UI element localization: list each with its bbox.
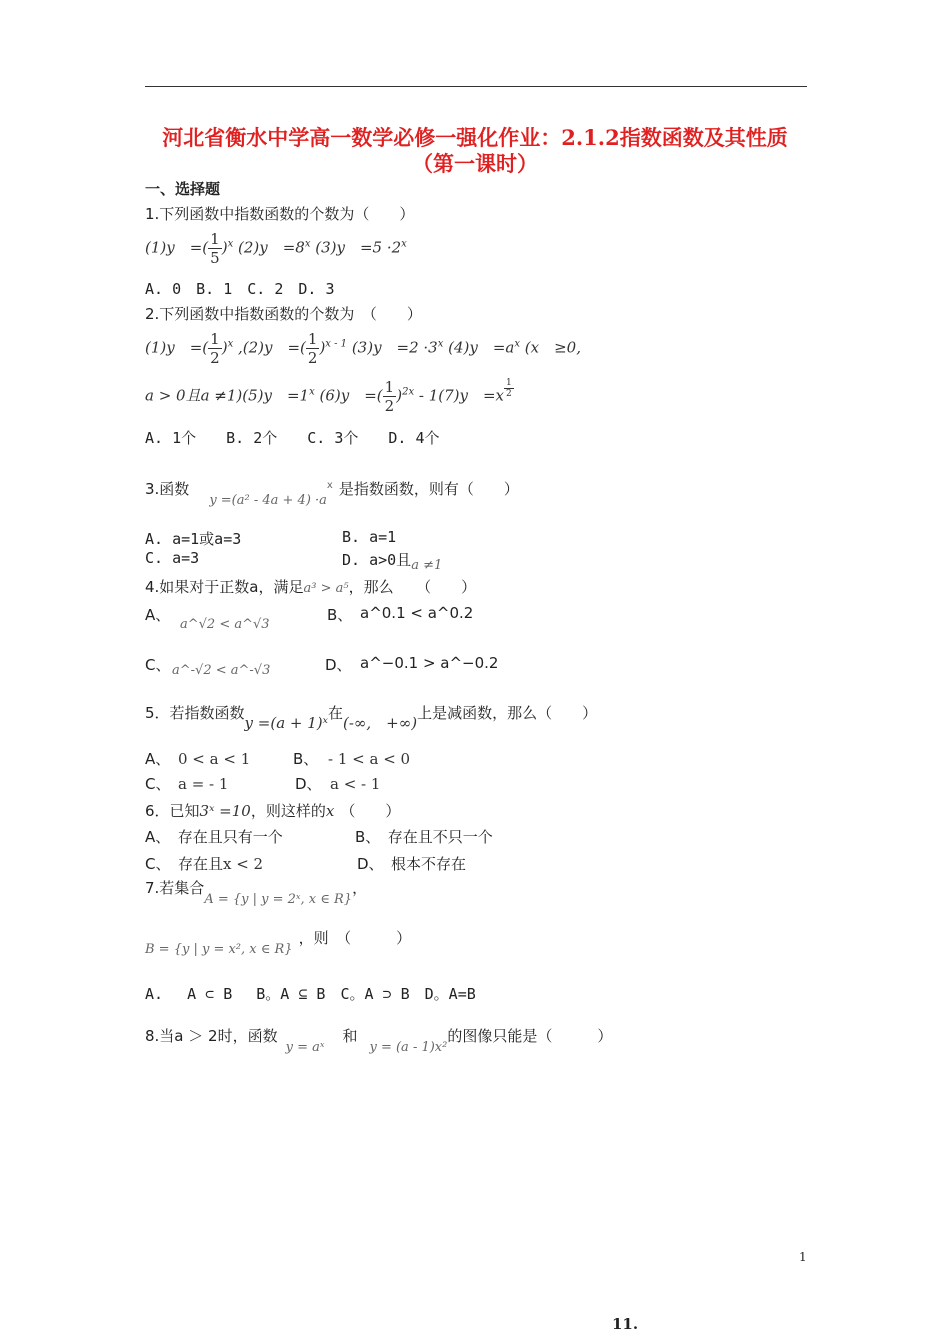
q1-options: A. 0 B. 1 C. 2 D. 3 (145, 280, 335, 298)
q2-options: A. 1个 B. 2个 C. 3个 D. 4个 (145, 429, 440, 447)
section-heading: 一、选择题 (145, 180, 221, 198)
q4-option-a-label: A、 (145, 606, 171, 624)
q4-option-b: a^0.1 < a^0.2 (360, 604, 474, 622)
question-3: 3.函数$y =(a^2 - 4a + 4) \cdot a^x$ 是指数函数，则有（ ） (145, 480, 519, 508)
q4-option-d: a^−0.1 > a^−0.2 (360, 654, 499, 672)
q5-option-a-label: A、 (145, 750, 171, 768)
q5-option-d: a < - 1 (330, 775, 381, 793)
q1-expression: (1)y =( $\frac{1}{5}$ )$^x$ (2)y $=8^x$ (3)y $=5 \cdot 2^x$ (145, 230, 407, 267)
q5-option-b: - 1 < a < 0 (328, 750, 411, 768)
q2-expression-line2: a > 0且a ≠1)(5)y $=1^x$ (6)y =( $\frac{1}{2}$ )$^{2x}$ - 1(7)y =x $\frac{1}{2}$ (145, 378, 512, 415)
q2-expression-line1: (1)y =( $\frac{1}{2}$ )$^x$ ,(2)y =( $\frac{1}{2}$ )$^{x - 1}$ (3)y $=2 \cdot 3^x$ (4)y $=a^x$ (x ≥0, (145, 330, 581, 367)
q4-option-c-label: C、 (145, 656, 171, 674)
question-7: 7.若集合A = {y | y = 2ˣ, x ∈ R}， (145, 879, 368, 907)
question-5: 5．若指数函数y =(a + 1)ˣ在(-∞, +∞)上是减函数，那么（ ） (145, 704, 598, 732)
q5-option-c-label: C、 (145, 775, 171, 793)
q4-option-c: a^-√2 < a^-√3 (172, 663, 271, 678)
q3-option-c: C. a=3 (145, 549, 200, 567)
q5-option-b-label: B、 (293, 750, 319, 768)
q3-option-d: D. a>0且a ≠1 (342, 551, 443, 573)
q3-option-b: B. a=1 (342, 528, 397, 546)
q7-set-b: B = {y | y = x², x ∈ R}，则 （ ） (145, 929, 412, 957)
document-title: 河北省衡水中学高一数学必修一强化作业：2.1.2指数函数及其性质 (162, 125, 788, 150)
question-1: 1.下列函数中指数函数的个数为（ ） (145, 205, 415, 223)
q4-option-d-label: D、 (325, 656, 352, 674)
q6-option-c: C、 存在且x < 2 (145, 855, 264, 873)
q6-option-d: D、 根本不存在 (357, 855, 467, 873)
q5-option-c: a = - 1 (178, 775, 229, 793)
footer-text: 11. (612, 1315, 639, 1333)
question-2: 2.下列函数中指数函数的个数为 （ ） (145, 305, 422, 323)
page-number: 1 (799, 1250, 807, 1264)
q4-option-a: a^√2 < a^√3 (180, 617, 270, 632)
question-8: 8.当a ＞ 2时，函数y = aˣ和y = (a - 1)x²的图像只能是（ ） (145, 1027, 613, 1055)
document-subtitle: （第一课时） (412, 151, 538, 176)
q4-option-b-label: B、 (327, 606, 353, 624)
q6-option-a: A、 存在且只有一个 (145, 828, 283, 846)
q5-option-a: 0 < a < 1 (178, 750, 251, 768)
question-6: 6．已知3ˣ =10，则这样的x （ ） (145, 802, 401, 820)
question-4: 4.如果对于正数a，满足a³ > a⁵，那么 （ ） (145, 578, 477, 596)
header-rule (145, 86, 807, 87)
q6-option-b: B、 存在且不只一个 (355, 828, 493, 846)
q5-option-d-label: D、 (295, 775, 322, 793)
q3-option-a: A. a=1或a=3 (145, 530, 242, 548)
q7-options: A. A ⊂ B B。A ⊆ B C。A ⊃ B D。A=B (145, 985, 476, 1003)
